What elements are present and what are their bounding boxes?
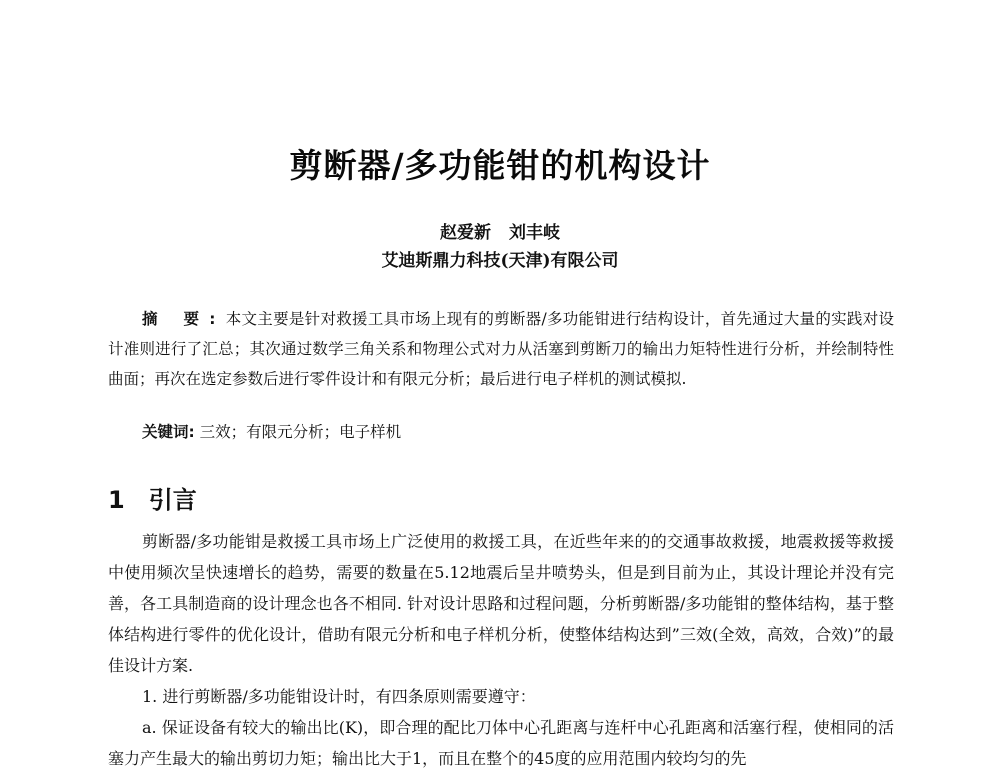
keywords — [142, 420, 401, 442]
paragraph: 剪断器/多功能钳是救援工具市场上广泛使用的救援工具，在近些年来的的交通事故救援，地震救援等救援中使用频次呈快速增长的趋势，需要的数量在5.12地震后呈井喷势头，但是到目前为止，其设计理论并没有完善，各工具制造商的设计理念也各不相同. 针对设计思路和过程问题，分析剪断器/多功能钳的整体结构，基于整体结构进行零件的优化设计，借助有限元分析和电子样机分析，使整体结构达到”三效(全效，高效，合效)”的最佳设计方案. — [108, 532, 894, 675]
section-heading — [108, 480, 197, 515]
author-name: 刘丰岐 — [509, 223, 560, 243]
abstract-text: 本文主要是针对救援工具市场上现有的剪断器/多功能钳进行结构设计，首先通过大量的实践对设计准则进行了汇总；其次通过数学三角关系和物理公式对力从活塞到剪断刀的输出力矩特性进行分析，并绘制特性曲面；再次在选定参数后进行零件设计和有限元分析；最后进行电子样机的测试模拟. — [108, 310, 894, 388]
abstract — [108, 304, 894, 394]
author-name: 赵爱新 — [440, 223, 491, 243]
paragraph: 1. 进行剪断器/多功能钳设计时，有四条原则需要遵守： — [142, 687, 536, 706]
keywords-text: 三效；有限元分析；电子样机 — [199, 423, 402, 441]
body-text — [108, 526, 894, 774]
section-number: 1 — [108, 486, 125, 514]
keywords-label: 关键词: — [142, 423, 195, 441]
author-list — [0, 218, 1000, 243]
section-title: 引言 — [148, 486, 197, 514]
author-affiliation: 艾迪斯鼎力科技(天津)有限公司 — [381, 251, 619, 271]
abstract-label: 摘 要: — [142, 310, 226, 328]
paragraph: a. 保证设备有较大的输出比(K)，即合理的配比刀体中心孔距离与连杆中心孔距离和活塞行程，使相同的活塞力产生最大的输出剪切力矩；输出比大于1，而且在整个的45度的应用范围内较均匀的先 — [108, 718, 894, 768]
paper-title: 剪断器/多功能钳的机构设计 — [289, 146, 711, 185]
